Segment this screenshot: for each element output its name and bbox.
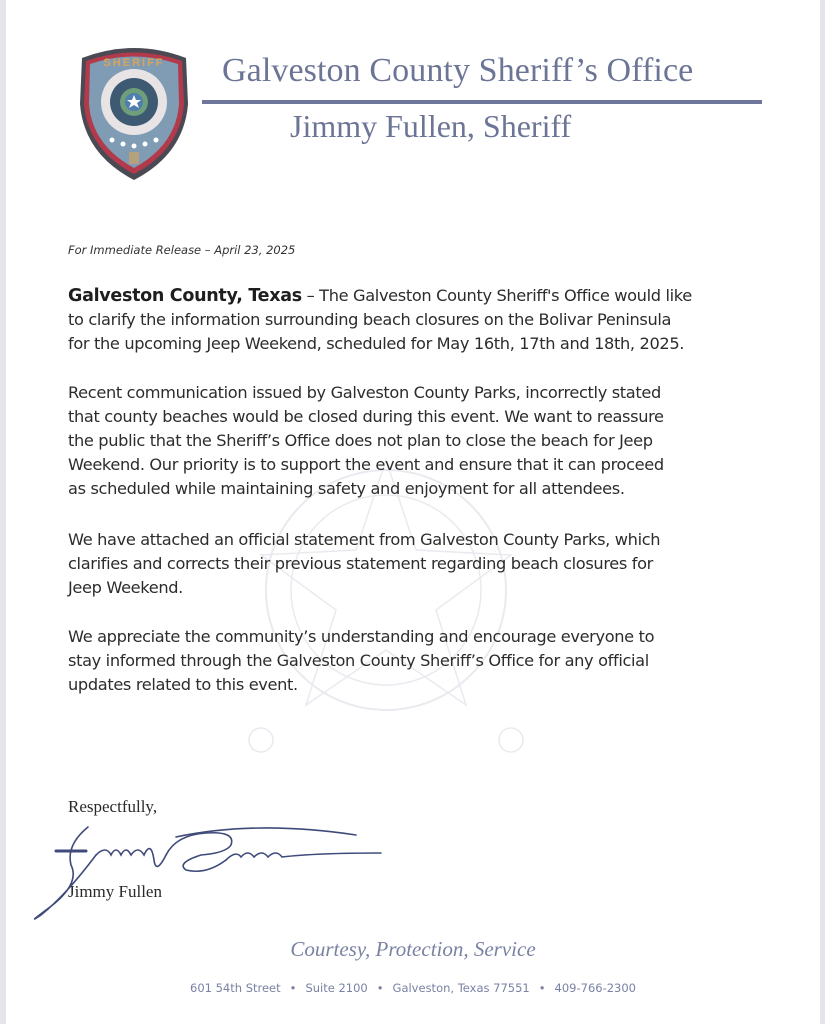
paragraph-line: for the upcoming Jeep Weekend, scheduled for May 16th, 17th and 18th, 2025.	[68, 334, 685, 353]
letter-page	[6, 0, 820, 1024]
dateline: Galveston County, Texas	[68, 286, 302, 306]
closing-salutation: Respectfully,	[68, 797, 158, 816]
paragraph-line: Jeep Weekend.	[68, 578, 183, 597]
address-suite: Suite 2100	[305, 981, 368, 995]
paragraph-line-text: – The Galveston County Sheriff's Office would like	[301, 286, 692, 305]
paragraph-correction	[68, 381, 788, 501]
paragraph-attachment	[68, 528, 788, 600]
paragraph-line: stay informed through the Galveston County Sheriff’s Office for any official	[68, 651, 649, 670]
address-street: 601 54th Street	[190, 981, 281, 995]
separator-dot: •	[376, 981, 384, 995]
paragraph-line	[68, 284, 788, 308]
handwritten-signature-icon	[26, 815, 426, 925]
svg-text:SHERIFF: SHERIFF	[103, 57, 165, 69]
org-title: Galveston County Sheriff’s Office	[222, 52, 694, 89]
paragraph-line: updates related to this event.	[68, 675, 298, 694]
paragraph-line: Weekend. Our priority is to support the event and ensure that it can proceed	[68, 455, 664, 474]
signer-name: Jimmy Fullen	[68, 882, 162, 901]
paragraph-intro	[68, 284, 788, 356]
paragraph-line: that county beaches would be closed during this event. We want to reassure	[68, 407, 664, 426]
paragraph-line: the public that the Sheriff’s Office does not plan to close the beach for Jeep	[68, 431, 653, 450]
separator-dot: •	[538, 981, 546, 995]
paragraph-line: Recent communication issued by Galveston County Parks, incorrectly stated	[68, 383, 661, 402]
address-city: Galveston, Texas 77551	[392, 981, 530, 995]
paragraph-line: as scheduled while maintaining safety and enjoyment for all attendees.	[68, 479, 625, 498]
paragraph-line: We appreciate the community’s understanding and encourage everyone to	[68, 627, 655, 646]
release-line: For Immediate Release – April 23, 2025	[68, 243, 296, 257]
paragraph-line: clarifies and corrects their previous statement regarding beach closures for	[68, 554, 653, 573]
sheriff-name: Jimmy Fullen, Sheriff	[290, 108, 572, 144]
paragraph-closing	[68, 625, 788, 697]
paragraph-line: We have attached an official statement from Galveston County Parks, which	[68, 530, 661, 549]
header-divider	[202, 100, 762, 104]
footer-motto: Courtesy, Protection, Service	[290, 937, 536, 961]
footer-address	[6, 981, 820, 995]
sheriff-badge-logo-icon	[74, 44, 194, 182]
address-phone: 409-766-2300	[554, 981, 636, 995]
paragraph-line: to clarify the information surrounding beach closures on the Bolivar Peninsula	[68, 310, 672, 329]
separator-dot: •	[289, 981, 297, 995]
